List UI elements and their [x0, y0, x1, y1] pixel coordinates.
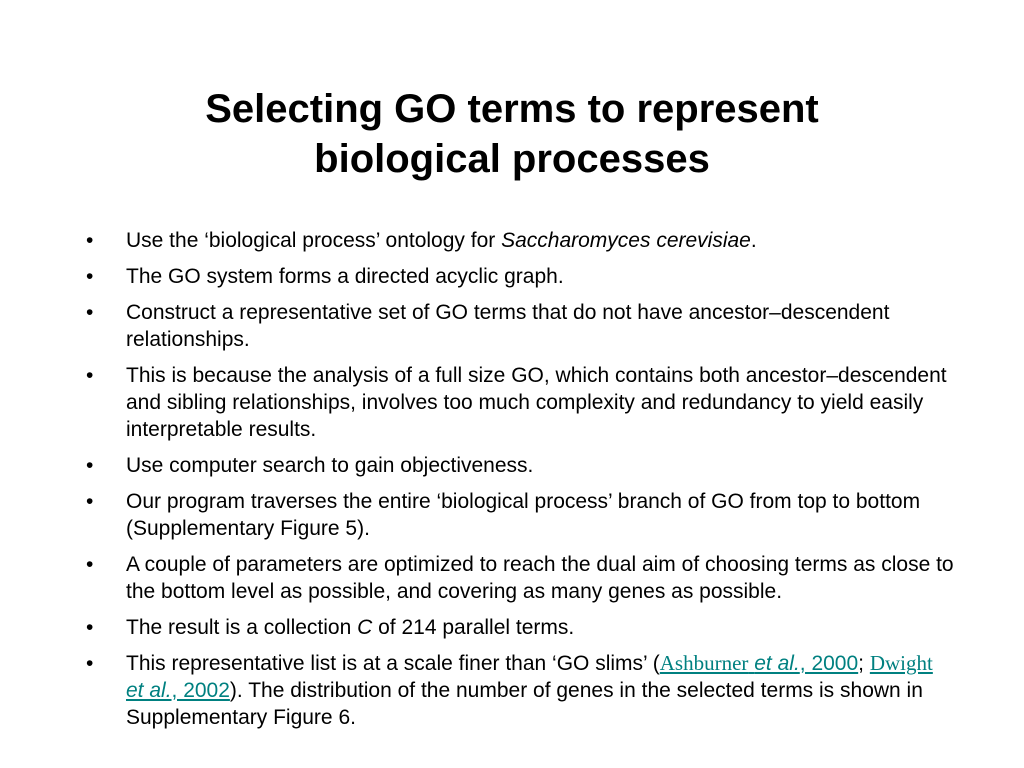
slide-title-line-1: Selecting GO terms to represent [205, 87, 819, 131]
bullet-text: . [750, 229, 757, 252]
bullet-item [86, 263, 956, 290]
species-name: Saccharomyces cerevisiae [501, 229, 751, 252]
bullet-item [86, 299, 956, 353]
bullet-icon: • [86, 265, 94, 288]
bullet-icon: • [86, 301, 94, 324]
bullet-text: Use computer search to gain objectiveness. [126, 454, 534, 477]
bullet-text: Use the ‘biological process’ ontology for [126, 229, 502, 252]
citation-link-ashburner[interactable] [660, 652, 858, 675]
bullet-icon: • [86, 229, 94, 252]
bullet-item [86, 488, 956, 542]
citation-author: Ashburner [659, 651, 749, 675]
citation-year: , 2000 [799, 652, 859, 675]
bullet-text: The result is a collection [126, 616, 358, 639]
bullet-icon: • [86, 364, 94, 387]
bullet-item [86, 551, 956, 605]
citation-etal: et al. [126, 679, 172, 702]
citation-year: , 2002 [171, 679, 230, 702]
bullet-item [86, 614, 956, 641]
collection-variable: C [357, 616, 373, 639]
bullet-item [86, 650, 956, 731]
bullet-icon: • [86, 553, 94, 576]
bullet-list [86, 227, 956, 740]
bullet-text: Our program traverses the entire ‘biological process’ branch of GO from top to bottom (Supplementary Figure 5). [126, 490, 921, 540]
bullet-text: ). The distribution of the number of genes in the selected terms is shown in Supplementary Figure 6. [126, 679, 923, 729]
bullet-icon: • [86, 490, 94, 513]
bullet-text: of 214 parallel terms. [372, 616, 575, 639]
bullet-icon: • [86, 652, 94, 675]
citation-author: Dwight [869, 651, 933, 675]
bullet-text: This is because the analysis of a full size GO, which contains both ancestor–descendent and sibling relationships, involves too much complexity and redundancy to yield easily interpretable results. [126, 364, 947, 441]
bullet-icon: • [86, 454, 94, 477]
bullet-text: This representative list is at a scale finer than ‘GO slims’ ( [126, 652, 660, 675]
bullet-icon: • [86, 616, 94, 639]
bullet-item [86, 452, 956, 479]
bullet-item [86, 227, 956, 254]
bullet-text: A couple of parameters are optimized to reach the dual aim of choosing terms as close to the bottom level as possible, and covering as many genes as possible. [126, 553, 954, 603]
bullet-text: Construct a representative set of GO terms that do not have ancestor–descendent relationships. [126, 301, 890, 351]
slide-title [100, 84, 924, 184]
slide-title-line-2: biological processes [314, 137, 710, 181]
bullet-text: The GO system forms a directed acyclic graph. [126, 265, 564, 288]
bullet-item [86, 362, 956, 443]
citation-etal: et al. [754, 652, 800, 675]
citation-separator: ; [858, 652, 870, 675]
